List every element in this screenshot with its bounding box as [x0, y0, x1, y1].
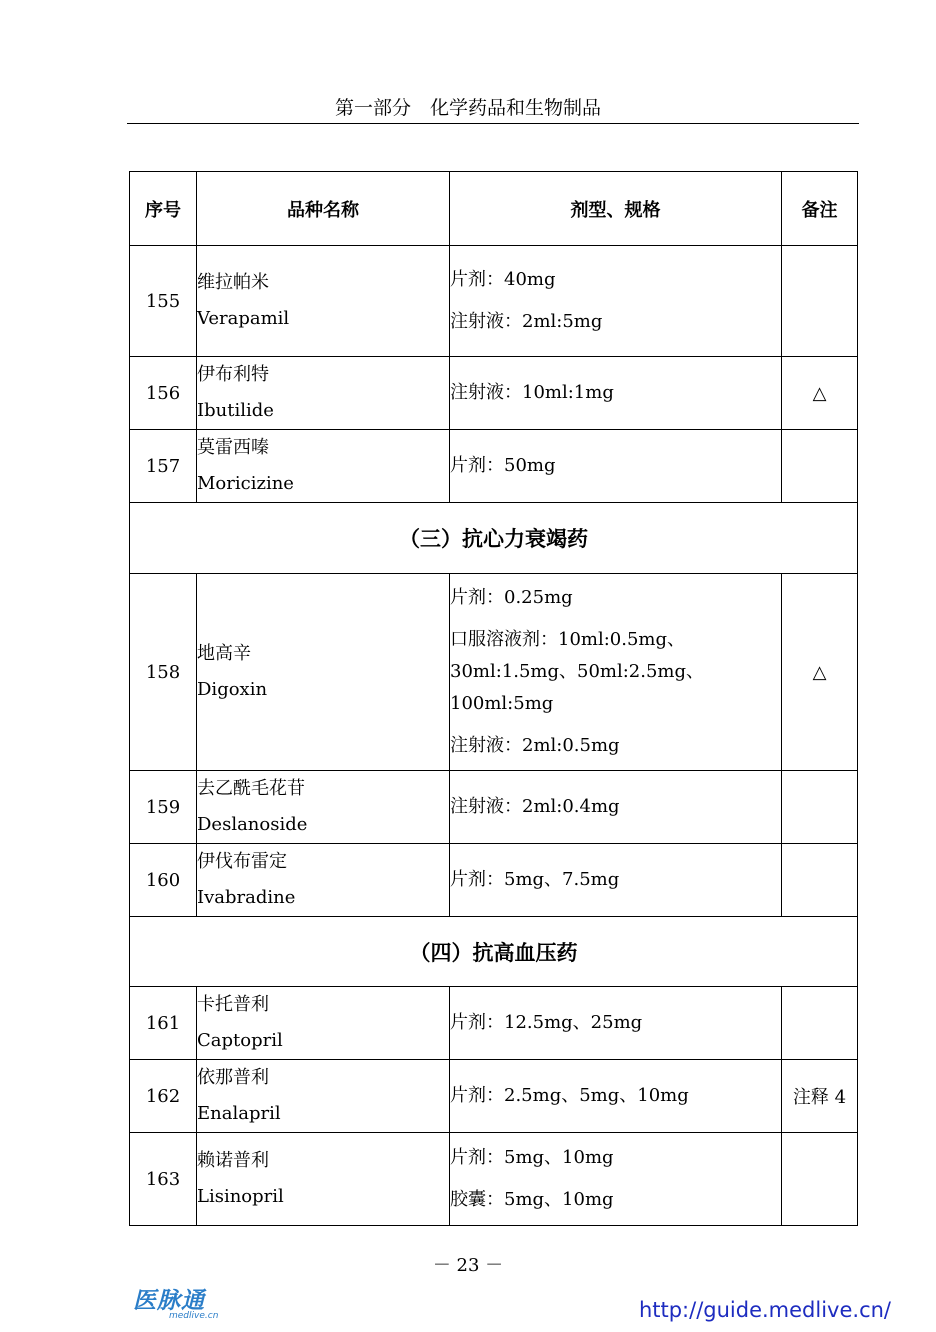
dosage-form-line: 片剂：40mg: [450, 269, 556, 290]
section-row: [130, 503, 858, 574]
dosage-form-line: 口服溶液剂：10ml:0.5mg、30ml:1.5mg、50ml:2.5mg、100ml:5mg: [450, 629, 705, 714]
drug-name-cell: [197, 1060, 450, 1133]
drug-number: 162: [130, 1060, 197, 1133]
drug-name-cn: 去乙酰毛花苷: [197, 778, 305, 799]
drug-number: 160: [130, 844, 197, 917]
table-header-row: [130, 172, 858, 246]
drug-name-cell: [197, 357, 450, 430]
col-header-form: 剂型、规格: [450, 172, 782, 246]
dosage-form-line: 注射液：2ml:5mg: [450, 311, 603, 332]
table-row: [130, 246, 858, 357]
note-cell: △: [782, 357, 858, 430]
drug-name-en: Enalapril: [197, 1103, 281, 1124]
drug-table: [129, 171, 858, 1226]
dosage-form-cell: [450, 430, 782, 503]
dosage-form-line: 片剂：2.5mg、5mg、10mg: [450, 1085, 689, 1106]
dosage-form-cell: [450, 357, 782, 430]
drug-name-cell: [197, 246, 450, 357]
drug-name-en: Ivabradine: [197, 887, 296, 908]
drug-name-en: Verapamil: [197, 308, 290, 329]
dosage-form-line: 注射液：2ml:0.4mg: [450, 796, 620, 817]
table-row: [130, 844, 858, 917]
dosage-form-cell: [450, 844, 782, 917]
drug-name-cn: 地高辛: [197, 643, 251, 664]
page-number: － 23 －: [432, 1255, 504, 1276]
medlive-logo: [133, 1282, 233, 1322]
drug-name-cell: [197, 430, 450, 503]
drug-name-cn: 莫雷西嗪: [197, 437, 269, 458]
dosage-form-line: 片剂：0.25mg: [450, 587, 573, 608]
logo-sub-text: medlive.cn: [169, 1311, 219, 1321]
logo-main-text: 医脉通: [133, 1288, 205, 1314]
dosage-form-line: 胶囊：5mg、10mg: [450, 1189, 614, 1210]
drug-name-en: Moricizine: [197, 473, 294, 494]
note-cell: [782, 987, 858, 1060]
drug-number: 156: [130, 357, 197, 430]
col-header-note: 备注: [782, 172, 858, 246]
drug-number: 159: [130, 771, 197, 844]
table-row: [130, 430, 858, 503]
note-cell: [782, 1133, 858, 1226]
dosage-form-cell: [450, 246, 782, 357]
note-cell: [782, 844, 858, 917]
drug-number: 158: [130, 574, 197, 771]
drug-name-cell: [197, 771, 450, 844]
table-row: [130, 1133, 858, 1226]
header-rule: [127, 123, 859, 124]
drug-name-en: Digoxin: [197, 679, 268, 700]
table-row: [130, 987, 858, 1060]
drug-name-cn: 赖诺普利: [197, 1150, 269, 1171]
drug-name-cell: [197, 574, 450, 771]
dosage-form-line: 片剂：5mg、7.5mg: [450, 869, 620, 890]
drug-number: 163: [130, 1133, 197, 1226]
drug-name-cell: [197, 844, 450, 917]
dosage-form-line: 片剂：12.5mg、25mg: [450, 1012, 643, 1033]
drug-name-cell: [197, 987, 450, 1060]
note-cell: [782, 771, 858, 844]
section-title: （三）抗心力衰竭药: [130, 503, 858, 574]
dosage-form-cell: [450, 771, 782, 844]
drug-number: 155: [130, 246, 197, 357]
drug-name-cn: 依那普利: [197, 1067, 269, 1088]
drug-name-cn: 卡托普利: [197, 994, 269, 1015]
drug-name-cn: 维拉帕米: [197, 272, 269, 293]
drug-name-en: Ibutilide: [197, 400, 274, 421]
dosage-form-line: 注射液：2ml:0.5mg: [450, 735, 620, 756]
drug-name-en: Lisinopril: [197, 1186, 284, 1207]
table-row: [130, 1060, 858, 1133]
dosage-form-cell: [450, 574, 782, 771]
table-row: [130, 357, 858, 430]
drug-name-cn: 伊布利特: [197, 364, 269, 385]
dosage-form-cell: [450, 1133, 782, 1226]
dosage-form-line: 片剂：50mg: [450, 455, 556, 476]
drug-name-cell: [197, 1133, 450, 1226]
drug-name-en: Captopril: [197, 1030, 283, 1051]
note-cell: [782, 430, 858, 503]
col-header-name: 品种名称: [197, 172, 450, 246]
page-header: 第一部分 化学药品和生物制品: [334, 97, 601, 119]
drug-number: 157: [130, 430, 197, 503]
note-cell: △: [782, 574, 858, 771]
source-url[interactable]: http://guide.medlive.cn/: [638, 1298, 891, 1322]
drug-name-cn: 伊伐布雷定: [197, 851, 287, 872]
dosage-form-cell: [450, 1060, 782, 1133]
drug-name-en: Deslanoside: [197, 814, 308, 835]
dosage-form-line: 注射液：10ml:1mg: [450, 382, 614, 403]
dosage-form-line: 片剂：5mg、10mg: [450, 1147, 614, 1168]
col-header-number: 序号: [130, 172, 197, 246]
table-body: [130, 246, 858, 1226]
drug-number: 161: [130, 987, 197, 1060]
note-cell: [782, 246, 858, 357]
table-row: [130, 574, 858, 771]
section-row: [130, 917, 858, 987]
note-cell: 注释 4: [782, 1060, 858, 1133]
table-row: [130, 771, 858, 844]
dosage-form-cell: [450, 987, 782, 1060]
section-title: （四）抗高血压药: [130, 917, 858, 987]
